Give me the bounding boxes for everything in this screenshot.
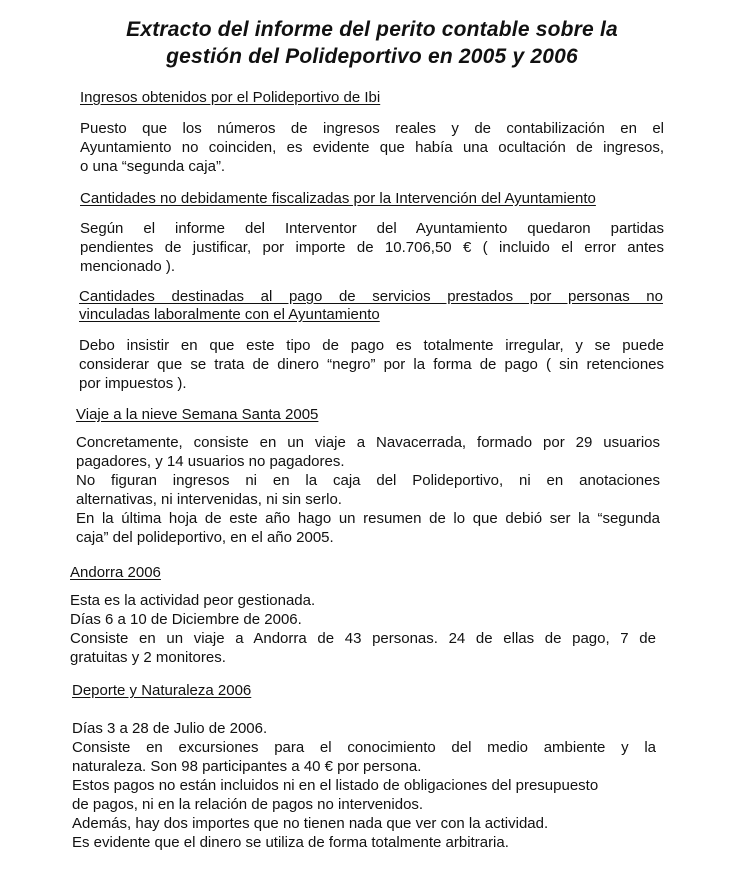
paragraph-line: En la última hoja de este año hago un resumen de lo que debió ser la “segunda [76, 510, 660, 527]
paragraph-line: Concretamente, consiste en un viaje a Navacerrada, formado por 29 usuarios [76, 434, 660, 451]
paragraph-line: No figuran ingresos ni en la caja del Polideportivo, ni en anotaciones [76, 472, 660, 489]
section-heading-line: Viaje a la nieve Semana Santa 2005 [76, 406, 319, 423]
paragraph-line: Según el informe del Interventor del Ayuntamiento quedaron partidas [80, 220, 664, 237]
paragraph-line: pagadores, y 14 usuarios no pagadores. [76, 453, 345, 470]
section-paragraph-ingresos [80, 119, 664, 176]
paragraph-line: Días 6 a 10 de Diciembre de 2006. [70, 611, 302, 628]
paragraph-line: Es evidente que el dinero se utiliza de forma totalmente arbitraria. [72, 834, 509, 851]
section-heading-line: Deporte y Naturaleza 2006 [72, 682, 252, 699]
section-paragraph-cantidades-no-fiscalizadas [80, 219, 664, 276]
paragraph-line: o una “segunda caja”. [80, 158, 226, 175]
paragraph-line: caja” del polideportivo, en el año 2005. [76, 529, 334, 546]
section-paragraph-servicios-no-vinculados [79, 336, 664, 393]
paragraph-line: Debo insistir en que este tipo de pago es totalmente irregular, y se puede [79, 337, 664, 354]
paragraph-line: naturaleza. Son 98 participantes a 40 € por persona. [72, 758, 422, 775]
paragraph-line: por impuestos ). [79, 375, 187, 392]
paragraph-line: pendientes de justificar, por importe de 10.706,50 € ( incluido el error antes [80, 239, 664, 256]
paragraph-line: de pagos, ni en la relación de pagos no intervenidos. [72, 796, 424, 813]
paragraph-line: gratuitas y 2 monitores. [70, 649, 226, 666]
paragraph-line: Días 3 a 28 de Julio de 2006. [72, 720, 268, 737]
section-heading-ingresos [80, 89, 380, 107]
paragraph-line: Consiste en excursiones para el conocimiento del medio ambiente y la [72, 739, 656, 756]
document-title [40, 16, 704, 70]
paragraph-line: Esta es la actividad peor gestionada. [70, 592, 316, 609]
paragraph-line: considerar que se trata de dinero “negro” por la forma de pago ( sin retenciones [79, 356, 664, 373]
section-heading-line: Cantidades destinadas al pago de servicios prestados por personas no [79, 288, 663, 305]
paragraph-line: Estos pagos no están incluidos ni en el listado de obligaciones del presupuesto [72, 777, 599, 794]
section-heading-andorra [70, 564, 161, 582]
section-heading-line: Cantidades no debidamente fiscalizadas por la Intervención del Ayuntamiento [80, 190, 596, 207]
paragraph-line: Consiste en un viaje a Andorra de 43 personas. 24 de ellas de pago, 7 de [70, 630, 656, 647]
section-heading-deporte-naturaleza [72, 682, 251, 700]
section-paragraph-viaje-nieve [76, 433, 660, 547]
paragraph-line: mencionado ). [80, 258, 176, 275]
paragraph-line: Ayuntamiento no coinciden, es evidente que había una ocultación de ingresos, [80, 139, 664, 156]
paragraph-line: alternativas, ni intervenidas, ni sin serlo. [76, 491, 342, 508]
section-heading-cantidades-no-fiscalizadas [80, 190, 596, 208]
section-heading-line: Andorra 2006 [70, 564, 161, 581]
document-title-line: Extracto del informe del perito contable sobre la [126, 18, 618, 41]
paragraph-line: Además, hay dos importes que no tienen nada que ver con la actividad. [72, 815, 549, 832]
section-heading-line: vinculadas laboralmente con el Ayuntamiento [79, 306, 380, 323]
paragraph-line: Puesto que los números de ingresos reales y de contabilización en el [80, 120, 664, 137]
document-title-line: gestión del Polideportivo en 2005 y 2006 [166, 45, 578, 68]
section-paragraph-andorra [70, 591, 656, 667]
section-heading-viaje-nieve [76, 406, 318, 424]
section-heading-servicios-no-vinculados [79, 288, 663, 324]
section-paragraph-deporte-naturaleza [72, 719, 656, 852]
section-heading-line: Ingresos obtenidos por el Polideportivo de Ibi [80, 89, 381, 106]
